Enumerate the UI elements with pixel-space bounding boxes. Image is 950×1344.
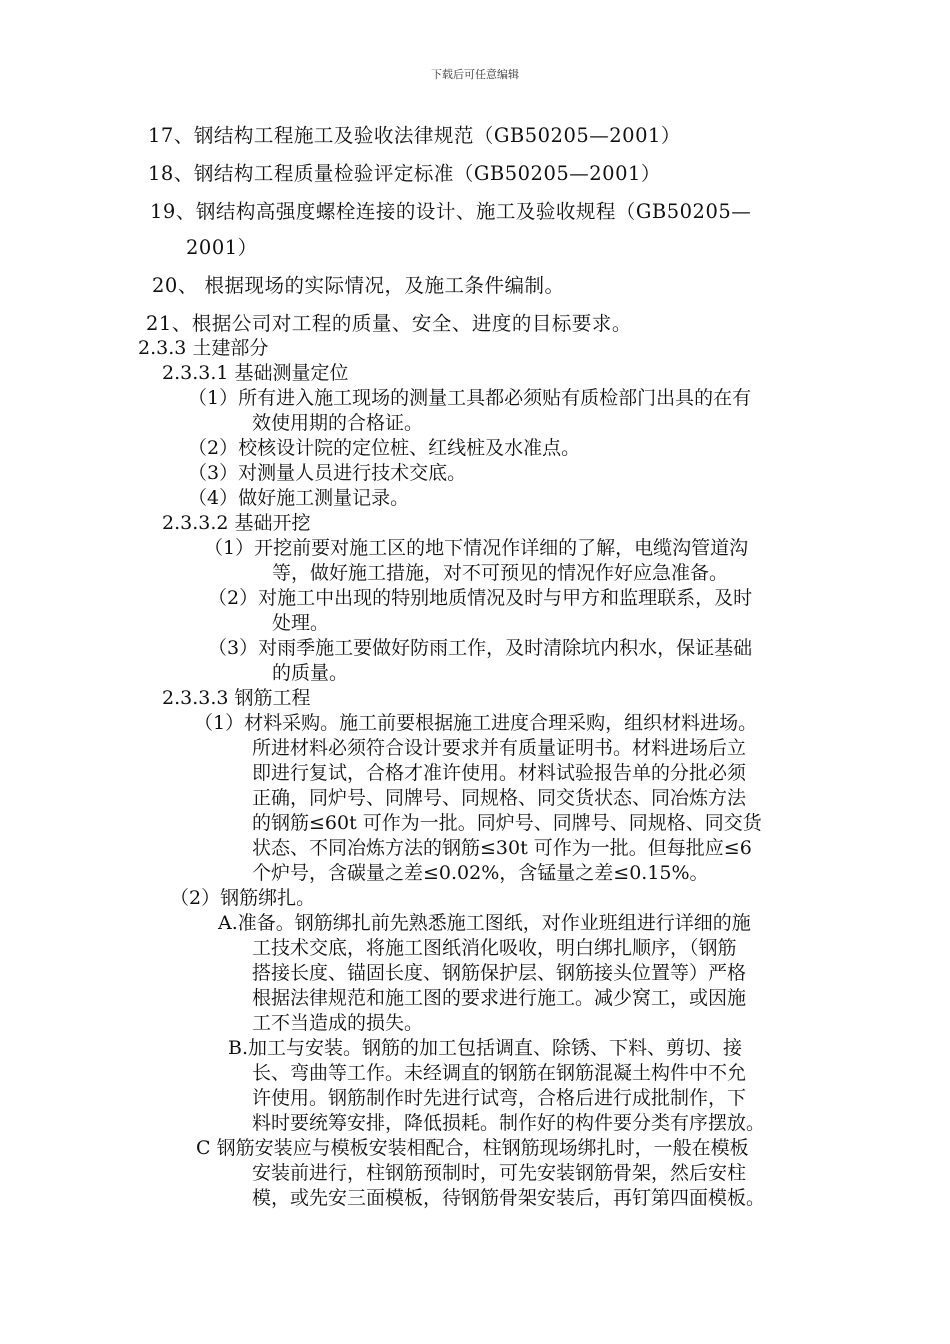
list-item-continuation: 个炉号，含碳量之差≤0.02%，含锰量之差≤0.15%。: [252, 862, 709, 884]
text-line: 17、钢结构工程施工及验收法律规范（GB50205—2001）: [148, 124, 681, 147]
list-item: （2）校核设计院的定位桩、红线桩及水准点。: [188, 437, 581, 459]
list-item-continuation: 处理。: [272, 612, 330, 634]
sub-item-continuation: 工不当造成的损失。: [252, 1012, 424, 1034]
sub-item: B.加工与安装。钢筋的加工包括调直、除锈、下料、剪切、接: [228, 1037, 743, 1059]
section-heading: 2.3.3 土建部分: [138, 337, 269, 359]
list-item: （2）钢筋绑扎。: [170, 887, 316, 909]
sub-item: A.准备。钢筋绑扎前先熟悉施工图纸，对作业班组进行详细的施: [218, 912, 751, 934]
page-header: 下载后可任意编辑: [431, 68, 519, 81]
text-line: 2001）: [186, 236, 258, 259]
list-item-continuation: 所进材料必须符合设计要求并有质量证明书。材料进场后立: [252, 737, 747, 759]
sub-item-continuation: 模，或先安三面模板，待钢筋骨架安装后，再钉第四面模板。: [252, 1187, 766, 1209]
list-item-continuation: 即进行复试，合格才准许使用。材料试验报告单的分批必须: [252, 762, 747, 784]
subsection-heading: 2.3.3.2 基础开挖: [162, 512, 311, 534]
text-line: 19、钢结构高强度螺栓连接的设计、施工及验收规程（GB50205—: [150, 200, 752, 223]
subsection-heading: 2.3.3.1 基础测量定位: [162, 362, 349, 384]
subsection-heading: 2.3.3.3 钢筋工程: [162, 687, 311, 709]
list-item: （1）所有进入施工现场的测量工具都必须贴有质检部门出具的在有: [188, 387, 752, 409]
list-item-continuation: 的钢筋≤60t 可作为一批。同炉号、同牌号、同规格、同交货: [252, 812, 762, 834]
list-item-continuation: 等，做好施工措施，对不可预见的情况作好应急准备。: [272, 562, 729, 584]
sub-item: C 钢筋安装应与模板安装相配合，柱钢筋现场绑扎时，一般在模板: [196, 1137, 749, 1159]
list-item-continuation: 效使用期的合格证。: [252, 412, 424, 434]
list-item: （2）对施工中出现的特别地质情况及时与甲方和监理联系，及时: [208, 587, 753, 609]
text-line: 21、根据公司对工程的质量、安全、进度的目标要求。: [146, 312, 632, 335]
sub-item-continuation: 安装前进行，柱钢筋预制时，可先安装钢筋骨架，然后安柱: [252, 1162, 747, 1184]
sub-item-continuation: 料时要统筹安排，降低损耗。制作好的构件要分类有序摆放。: [252, 1112, 766, 1134]
list-item: （3）对测量人员进行技术交底。: [188, 462, 467, 484]
sub-item-continuation: 工技术交底，将施工图纸消化吸收，明白绑扎顺序，（钢筋: [252, 937, 737, 959]
list-item: （1）开挖前要对施工区的地下情况作详细的了解，电缆沟管道沟: [204, 537, 749, 559]
sub-item-continuation: 长、弯曲等工作。未经调直的钢筋在钢筋混凝土构件中不允: [252, 1062, 747, 1084]
list-item: （3）对雨季施工要做好防雨工作，及时清除坑内积水，保证基础: [208, 637, 753, 659]
sub-item-continuation: 根据法律规范和施工图的要求进行施工。减少窝工，或因施: [252, 987, 747, 1009]
list-item-continuation: 正确，同炉号、同牌号、同规格、同交货状态、同冶炼方法: [252, 787, 747, 809]
list-item: （1）材料采购。施工前要根据施工进度合理采购，组织材料进场。: [194, 712, 758, 734]
sub-item-continuation: 搭接长度、锚固长度、钢筋保护层、钢筋接头位置等）严格: [252, 962, 747, 984]
sub-item-continuation: 许使用。钢筋制作时先进行试弯，合格后进行成批制作，下: [252, 1087, 747, 1109]
text-line: 20、 根据现场的实际情况，及施工条件编制。: [152, 274, 565, 297]
text-line: 18、钢结构工程质量检验评定标准（GB50205—2001）: [148, 162, 661, 185]
list-item-continuation: 的质量。: [272, 662, 349, 684]
list-item-continuation: 状态、不同冶炼方法的钢筋≤30t 可作为一批。但每批应≤6: [252, 837, 752, 859]
list-item: （4）做好施工测量记录。: [188, 487, 410, 509]
